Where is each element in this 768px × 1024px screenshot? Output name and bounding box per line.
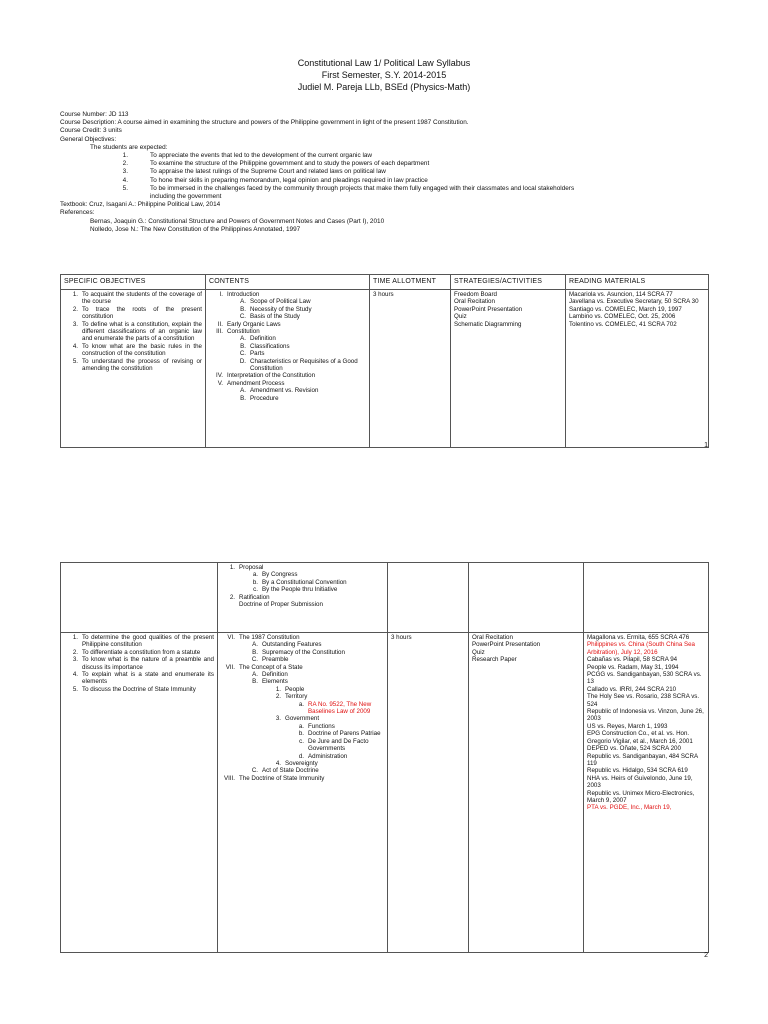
time-cell: 3 hours — [370, 290, 451, 448]
list-item: PowerPoint Presentation — [454, 305, 523, 313]
list-item: US vs. Reyes, March 1, 1993 — [587, 722, 668, 730]
outline-item — [221, 634, 384, 641]
outline-text: Amendment Process — [227, 379, 285, 387]
outline-item — [220, 387, 366, 394]
list-item — [64, 656, 214, 671]
outline-text: De Jure and De Facto Governments — [308, 737, 369, 753]
readings-cell — [566, 290, 709, 448]
list-item: Philippines vs. China (South China Sea Arbitration), July 12, 2016 — [587, 641, 696, 656]
course-number: Course Number: JD 113 — [60, 111, 129, 118]
outline-marker: 1. — [229, 564, 235, 571]
outline-text: Definition — [250, 335, 276, 343]
outline-marker: C. — [251, 656, 258, 664]
list-item — [64, 321, 202, 343]
outline-text: Classifications — [250, 342, 290, 350]
outline-marker: V. — [217, 379, 223, 387]
objective-text: To examine the structure of the Philippine government and to study the powers of each department — [150, 160, 430, 168]
outline-item — [243, 686, 384, 693]
outline-marker: VII. — [225, 663, 235, 671]
list-item: Republic vs. Hidalgo, 534 SCRA 619 — [587, 767, 688, 775]
item-number: 1. — [72, 634, 78, 641]
outline-text: Characteristics or Requisites of a Good Constitution — [250, 357, 358, 373]
outline-item — [221, 601, 384, 608]
contents-cell — [218, 563, 388, 633]
outline-item — [232, 767, 384, 774]
course-credit: Course Credit: 3 units — [60, 127, 122, 135]
readings-cell — [584, 563, 709, 633]
objective-text: To be immersed in the challenges faced by the community through projects that make them fully engaged with their classmates and local stakeholders — [150, 184, 575, 192]
item-text: To define what is a constitution, explain the different classifications of an organic law and enumerate the parts of a constitution — [82, 320, 202, 343]
item-number: 2. — [72, 305, 78, 313]
outline-text: By Congress — [262, 571, 298, 579]
outline-text: Necessity of the Study — [250, 305, 312, 313]
list-item: Research Paper — [472, 656, 517, 664]
outline-marker: IV. — [216, 372, 223, 380]
outline-marker — [221, 601, 239, 608]
outline-item — [243, 760, 384, 767]
outline-marker: D. — [239, 357, 246, 365]
list-item: Lambino vs. COMELEC, Oct. 25, 2006 — [569, 313, 676, 321]
outline-marker: C. — [239, 350, 246, 358]
list-item — [64, 649, 214, 656]
list-item — [64, 358, 202, 373]
item-text: To explain what is a state and enumerate its elements — [82, 671, 214, 686]
outline-text: Preamble — [262, 656, 289, 664]
outline-marker: A. — [240, 387, 246, 395]
item-number: 3. — [72, 656, 78, 664]
syllabus-table-1 — [60, 274, 709, 448]
outline-text: The Doctrine of State Immunity — [239, 774, 325, 782]
list-item: Quiz — [454, 313, 467, 321]
list-item: Freedom Board — [454, 291, 497, 298]
outline-text: The Concept of a State — [239, 663, 303, 671]
outline-text: Amendment vs. Revision — [250, 387, 319, 395]
outline-marker: VIII. — [223, 774, 235, 782]
objectives-cell — [61, 290, 206, 448]
item-text: To determine the good qualities of the present Philippine constitution — [82, 634, 214, 649]
outline-item — [232, 641, 384, 648]
outline-marker: A. — [240, 298, 246, 306]
outline-text: Constitution — [227, 328, 260, 336]
outline-text: Elements — [262, 678, 288, 686]
strategies-cell — [469, 563, 584, 633]
general-objectives-label: General Objectives: — [60, 135, 117, 143]
page-number: 2 — [704, 952, 708, 959]
table-row — [61, 633, 709, 953]
contents-cell — [206, 290, 370, 448]
time-cell: 3 hours — [388, 633, 469, 953]
outline-marker: a. — [298, 722, 304, 730]
item-number: 2. — [72, 648, 78, 656]
outline-item — [220, 313, 366, 320]
syllabus-title: Constitutional Law 1/ Political Law Syllabus — [297, 58, 471, 68]
general-objective — [60, 168, 720, 176]
textbook-line: Textbook: Cruz, Isagani A.: Philippine Political Law, 2014 — [60, 201, 221, 209]
general-objective — [60, 177, 720, 185]
outline-marker: 1. — [275, 685, 281, 693]
outline-item — [221, 594, 384, 601]
outline-text: Doctrine of Parens Patriae — [308, 730, 381, 738]
outline-marker: a. — [252, 571, 258, 579]
outline-marker: B. — [240, 394, 246, 402]
outline-marker: B. — [240, 305, 246, 313]
reference-item: Bernas, Joaquin G.: Constitutional Structure and Powers of Government Notes and Cases (Part I), 2010 — [90, 217, 385, 225]
outline-text: Act of State Doctrine — [262, 767, 319, 775]
list-item: Magallona vs. Ermita, 655 SCRA 476 — [587, 634, 690, 641]
outline-marker: I. — [219, 291, 223, 298]
objective-text: To appraise the latest rulings of the Supreme Court and related laws on political law — [150, 168, 386, 176]
item-text: To know what are the basic rules in the construction of the constitution — [82, 342, 202, 358]
outline-item — [232, 579, 384, 586]
outline-item — [221, 664, 384, 671]
list-item: Javellana vs. Executive Secretary, 50 SCRA 30 — [569, 298, 699, 306]
outline-item — [209, 380, 366, 387]
outline-text: Early Organic Laws — [227, 320, 281, 328]
outline-text: Procedure — [250, 394, 279, 402]
list-item — [64, 343, 202, 358]
outline-text: Interpretation of the Constitution — [227, 372, 316, 380]
item-text: To understand the process of revising or amending the constitution — [82, 357, 202, 373]
outline-item — [209, 291, 366, 298]
outline-marker: II. — [217, 320, 223, 328]
list-item: NHA vs. Heirs of Guivelondo, June 19, 2003 — [587, 774, 693, 790]
outline-item — [243, 693, 384, 700]
outline-marker: A. — [240, 335, 246, 343]
list-item — [64, 306, 202, 321]
objective-number: 4. — [122, 176, 128, 184]
outline-text: Proposal — [239, 564, 264, 571]
syllabus-table-2 — [60, 562, 709, 953]
outline-item — [221, 775, 384, 782]
item-text: To know what is the nature of a preamble and discuss its importance — [82, 656, 214, 671]
course-info — [60, 111, 720, 234]
outline-text: RA No. 9522, The New Baselines Law of 2009 — [308, 700, 372, 716]
outline-marker: d. — [298, 752, 304, 760]
outline-item — [254, 730, 384, 737]
outline-item — [220, 298, 366, 305]
outline-item — [209, 328, 366, 335]
list-item: Oral Recitation — [472, 634, 513, 641]
outline-marker: 2. — [229, 593, 235, 601]
list-item: Schematic Diagramming — [454, 320, 522, 328]
outline-marker: B. — [252, 648, 258, 656]
outline-text: Functions — [308, 722, 335, 730]
outline-item — [232, 571, 384, 578]
list-item: The Holy See vs. Rosario, 238 SCRA vs. 524 — [587, 693, 700, 708]
list-item: Republic of Indonesia vs. Vinzon, June 26, 2003 — [587, 708, 704, 723]
outline-marker: b. — [298, 730, 304, 738]
header-contents: CONTENTS — [206, 275, 370, 290]
outline-item — [220, 306, 366, 313]
list-item: Republic vs. Sandiganbayan, 484 SCRA 119 — [587, 752, 698, 767]
objective-number: 3. — [122, 168, 128, 176]
outline-text: Definition — [262, 671, 288, 679]
outline-marker: A. — [252, 641, 258, 649]
students-expected: The students are expected: — [90, 143, 168, 151]
list-item: Santiago vs. COMELEC, March 19, 1997 — [569, 305, 682, 313]
outline-item — [209, 372, 366, 379]
outline-text: Ratification — [239, 593, 270, 601]
list-item — [64, 291, 202, 306]
outline-text: Territory — [285, 693, 308, 701]
strategies-cell — [451, 290, 566, 448]
header-readings: READING MATERIALS — [566, 275, 709, 290]
outline-item — [232, 671, 384, 678]
item-text: To discuss the Doctrine of State Immunity — [82, 685, 196, 693]
outline-text: People — [285, 685, 305, 693]
outline-marker: c. — [299, 737, 304, 745]
general-objective — [60, 160, 720, 168]
outline-text: Administration — [308, 752, 348, 760]
outline-text: Doctrine of Proper Submission — [239, 601, 323, 609]
objective-5-continuation: including the government — [150, 193, 222, 201]
list-item: Republic vs. Unimex Micro-Electronics, March 9, 2007 — [587, 789, 695, 804]
outline-marker: B. — [252, 678, 258, 686]
outline-marker: 2. — [275, 693, 281, 701]
list-item: People vs. Radam, May 31, 1994 — [587, 663, 679, 671]
item-text: To differentiate a constitution from a statute — [82, 648, 201, 656]
list-item — [64, 634, 214, 649]
outline-item — [220, 395, 366, 402]
list-item: Tolentino vs. COMELEC, 41 SCRA 702 — [569, 320, 677, 328]
outline-marker: b. — [252, 578, 258, 586]
list-item: DEPED vs. Oñate, 524 SCRA 200 — [587, 745, 681, 753]
table-row — [61, 563, 709, 633]
list-item: PCGG vs. Sandiganbayan, 530 SCRA vs. 13 — [587, 671, 702, 686]
outline-item — [221, 564, 384, 571]
outline-marker: 3. — [275, 715, 281, 723]
outline-text: By the People thru Initiative — [262, 586, 338, 594]
outline-text: Parts — [250, 350, 265, 358]
outline-text: Basis of the Study — [250, 313, 300, 321]
semester-line: First Semester, S.Y. 2014-2015 — [321, 70, 447, 80]
outline-marker: 4. — [275, 759, 281, 767]
outline-text: Outstanding Features — [262, 641, 322, 649]
list-item: PTA vs. PGDE, Inc., March 19, — [587, 804, 672, 812]
outline-marker: VI. — [227, 634, 235, 641]
list-item: Macariola vs. Asuncion, 114 SCRA 77 — [569, 291, 673, 298]
table-header-row — [61, 275, 709, 290]
objective-number: 2. — [122, 160, 128, 168]
reference-item: Nolledo, Jose N.: The New Constitution of the Philippines Annotated, 1997 — [90, 225, 301, 233]
objectives-cell — [61, 633, 218, 953]
outline-text: Introduction — [227, 291, 260, 298]
outline-text: The 1987 Constitution — [239, 634, 300, 641]
list-item: Cabañas vs. Pilapil, 58 SCRA 94 — [587, 656, 678, 664]
item-number: 4. — [72, 671, 78, 679]
contents-cell — [218, 633, 388, 953]
outline-marker: c. — [253, 586, 258, 594]
outline-marker: a. — [298, 700, 304, 708]
objective-number: 5. — [122, 184, 128, 192]
outline-item — [254, 738, 384, 753]
list-item: PowerPoint Presentation — [472, 641, 541, 649]
list-item — [64, 671, 214, 686]
objective-number: 1. — [122, 152, 128, 160]
outline-marker: III. — [216, 328, 223, 336]
course-description: Course Description: A course aimed in examining the structure and powers of the Philippine government in light of the present 1987 Constitution. — [60, 119, 469, 127]
outline-item — [220, 343, 366, 350]
page-2 — [0, 512, 768, 1024]
general-objectives-list — [60, 152, 720, 193]
outline-marker: C. — [251, 767, 258, 775]
outline-item — [243, 715, 384, 722]
header-strategies: STRATEGIES/ACTIVITIES — [451, 275, 566, 290]
objectives-cell — [61, 563, 218, 633]
general-objective — [60, 152, 720, 160]
outline-text: Sovereignty — [285, 759, 318, 767]
outline-text: By a Constitutional Convention — [262, 578, 347, 586]
objective-text: To hone their skills in preparing memorandum, legal opinion and pleadings required in law practice — [150, 176, 428, 184]
outline-item — [220, 358, 366, 373]
list-item: EPG Construction Co., et al. vs. Hon. Gregorio Vigilar, et al., March 16, 2001 — [587, 730, 693, 745]
strategies-cell — [469, 633, 584, 953]
page-number: 1 — [704, 442, 708, 449]
outline-item — [232, 649, 384, 656]
outline-text: Government — [285, 715, 320, 723]
outline-item — [254, 723, 384, 730]
references-label: References: — [60, 209, 95, 217]
list-item — [64, 686, 214, 693]
author-line: Judiel M. Pareja LLb, BSEd (Physics-Math) — [297, 82, 471, 92]
list-item: Callado vs. IRRI, 244 SCRA 210 — [587, 685, 677, 693]
item-text: To trace the roots of the present constitution — [82, 305, 202, 321]
list-item: Quiz — [472, 648, 485, 656]
item-number: 5. — [72, 685, 78, 693]
outline-marker: B. — [240, 342, 246, 350]
outline-item — [254, 701, 384, 716]
outline-item — [232, 586, 384, 593]
outline-text: Supremacy of the Constitution — [262, 648, 345, 656]
outline-item — [220, 335, 366, 342]
outline-item — [232, 656, 384, 663]
objective-text: To appreciate the events that led to the development of the current organic law — [150, 152, 373, 160]
list-item: Oral Recitation — [454, 298, 495, 306]
outline-marker: C. — [239, 313, 246, 321]
header-objectives: SPECIFIC OBJECTIVES — [61, 275, 206, 290]
item-number: 1. — [72, 291, 78, 298]
outline-item — [220, 350, 366, 357]
table-row — [61, 290, 709, 448]
outline-text: Scope of Political Law — [250, 298, 311, 306]
outline-item — [209, 321, 366, 328]
item-number: 4. — [72, 342, 78, 350]
time-cell — [388, 563, 469, 633]
readings-cell — [584, 633, 709, 953]
outline-marker: A. — [252, 671, 258, 679]
outline-item — [254, 753, 384, 760]
outline-item — [232, 678, 384, 685]
item-number: 3. — [72, 320, 78, 328]
item-number: 5. — [72, 357, 78, 365]
general-objective — [60, 185, 720, 193]
item-text: To acquaint the students of the coverage of the course — [82, 291, 202, 306]
header-time: TIME ALLOTMENT — [370, 275, 451, 290]
